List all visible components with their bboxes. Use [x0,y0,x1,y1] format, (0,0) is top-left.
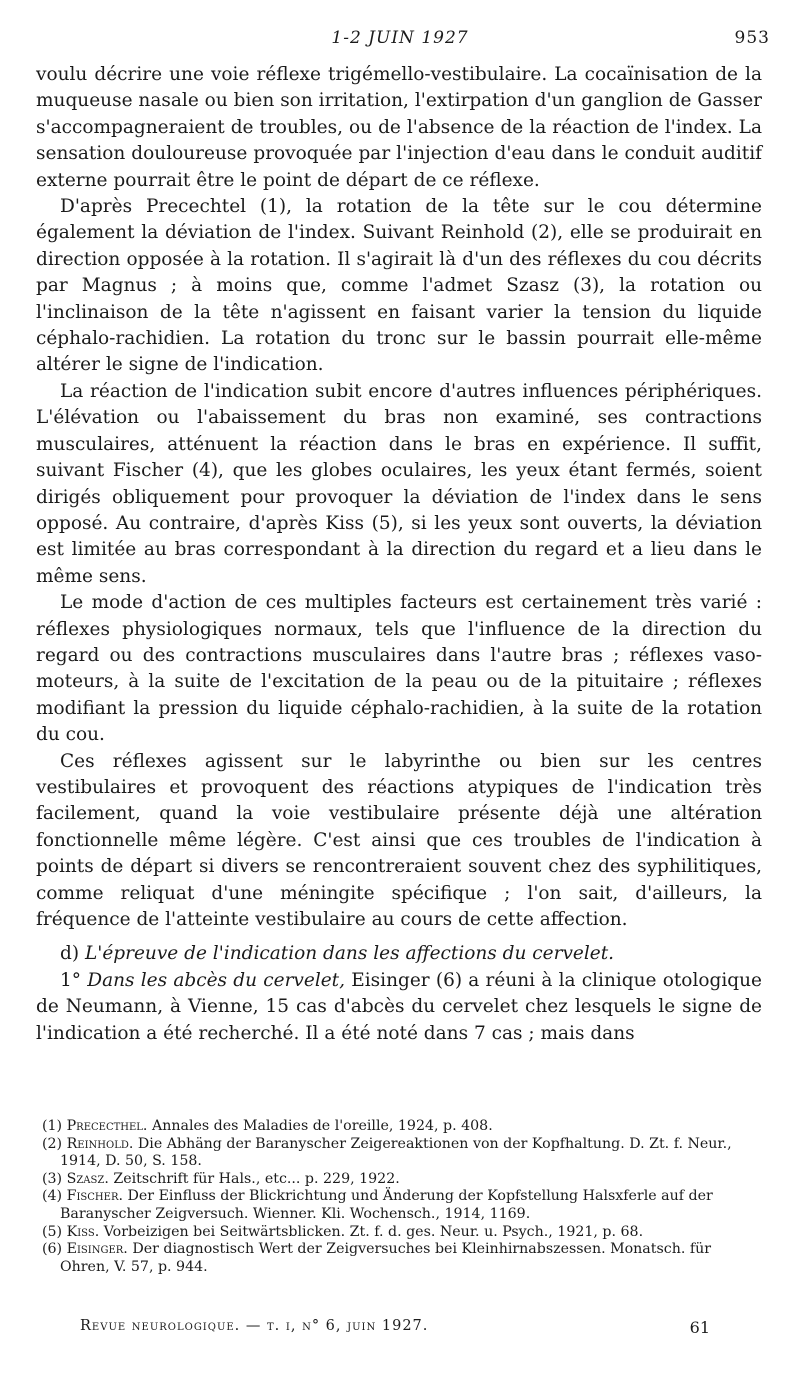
footnotes [36,1118,762,1276]
footnote: (6) Eisinger. Der diagnostisch Wert der Zeigversuches bei Kleinhirnabszessen. Monatsch. für Ohren, V. 57, p. 944. [42,1241,712,1275]
signature-mark: 61 [689,1318,710,1337]
section-title: L'épreuve de l'indication dans les affections du cervelet. [84,943,615,965]
paragraph: Ces réflexes agissent sur le labyrinthe ou bien sur les centres vestibulaires et provoquent des réactions atypiques de l'indication très facilement, quand la voie vestibulaire présente déjà une altération fonctionnelle même légère. C'est ainsi que ces troubles de l'indication à points de départ si divers se rencontreraient souvent chez des syphilitiques, comme reliquat d'une méningite spécifique ; l'on sait, d'ailleurs, la fréquence de l'atteinte vestibulaire au cours de cette affection. [36,750,762,930]
header-date: 1-2 JUIN 1927 [331,28,469,48]
page-number: 953 [734,28,770,48]
paragraph: La réaction de l'indication subit encore d'autres influences périphériques. L'élévation ou l'abaissement du bras non examiné, ses contractions musculaires, atténuent la réaction dans le bras en expérience. Il suffit, suivant Fischer (4), que les globes oculaires, les yeux étant fermés, soient dirigés obliquement pour provoquer la déviation de l'index dans le sens opposé. Au contraire, d'après Kiss (5), si les yeux sont ouverts, la déviation est limitée au bras correspondant à la direction du regard et a lieu dans le même sens. [36,380,762,587]
footnote: (5) Kiss. Vorbeizigen bei Seitwärtsblicken. Zt. f. d. ges. Neur. u. Psych., 1921, p. 68. [42,1223,644,1240]
body-text [36,62,762,1047]
footnote: (1) Prececthel. Annales des Maladies de l'oreille, 1924, p. 408. [42,1118,493,1134]
footnote: (3) Szasz. Zeitschrift für Hals., etc... p. 229, 1922. [42,1170,400,1187]
subsection-paragraph [36,968,762,1047]
section-heading [36,941,762,967]
subsection-title: Dans les abcès du cervelet, [87,969,345,991]
subsection-text: Eisinger (6) a réuni à la clinique otologique de Neumann, à Vienne, 15 cas d'abcès du cervelet chez lesquels le signe de l'indication a été recherché. Il a été noté dans 7 cas ; mais dans [36,969,762,1044]
running-footer [80,1318,740,1342]
subsection-label: 1° [60,969,82,991]
paragraph: D'après Precechtel (1), la rotation de la tête sur le cou détermine également la déviation de l'index. Suivant Reinhold (2), elle se produirait en direction opposée à la rotation. Il s'agirait là d'un des réflexes du cou décrits par Magnus ; à moins que, comme l'admet Szasz (3), la rotation ou l'inclinaison de la tête n'agissent en faisant varier la tension du liquide céphalo-rachidien. La rotation du tronc sur le bassin pourrait elle-même altérer le signe de l'indication. [36,196,762,376]
paragraph: Le mode d'action de ces multiples facteurs est certainement très varié : réflexes physiologiques normaux, tels que l'influence de la direction du regard ou des contractions musculaires dans l'autre bras ; réflexes vaso-moteurs, à la suite de l'excitation de la peau ou de la pituitaire ; réflexes modifiant la pression du liquide céphalo-rachidien, à la suite de la rotation du cou. [36,592,762,746]
footnote: (2) Reinhold. Die Abhäng der Baranyscher Zeigereaktionen von der Kopfhaltung. D. Zt. f. Neur., 1914, D. 50, S. 158. [42,1135,732,1170]
footnote: (4) Fischer. Der Einfluss der Blickrichtung und Änderung der Kopfstellung Halsxferle auf der Baranyscher Zeigversuch. Wienner. Kli. Wochensch., 1914, 1169. [42,1188,713,1222]
section-label: d) [60,943,80,965]
footer-journal: Revue neurologique. — t. i, n° 6, juin 1927. [80,1318,429,1334]
paragraph: voulu décrire une voie réflexe trigémello-vestibulaire. La cocaïnisation de la muqueuse nasale ou bien son irritation, l'extirpation d'un ganglion de Gasser s'accompagneraient de troubles, ou de l'absence de la réaction de l'index. La sensation douloureuse provoquée par l'injection d'eau dans le conduit auditif externe pourrait être le point de départ de ce réflexe. [36,64,762,191]
running-header [30,28,770,54]
